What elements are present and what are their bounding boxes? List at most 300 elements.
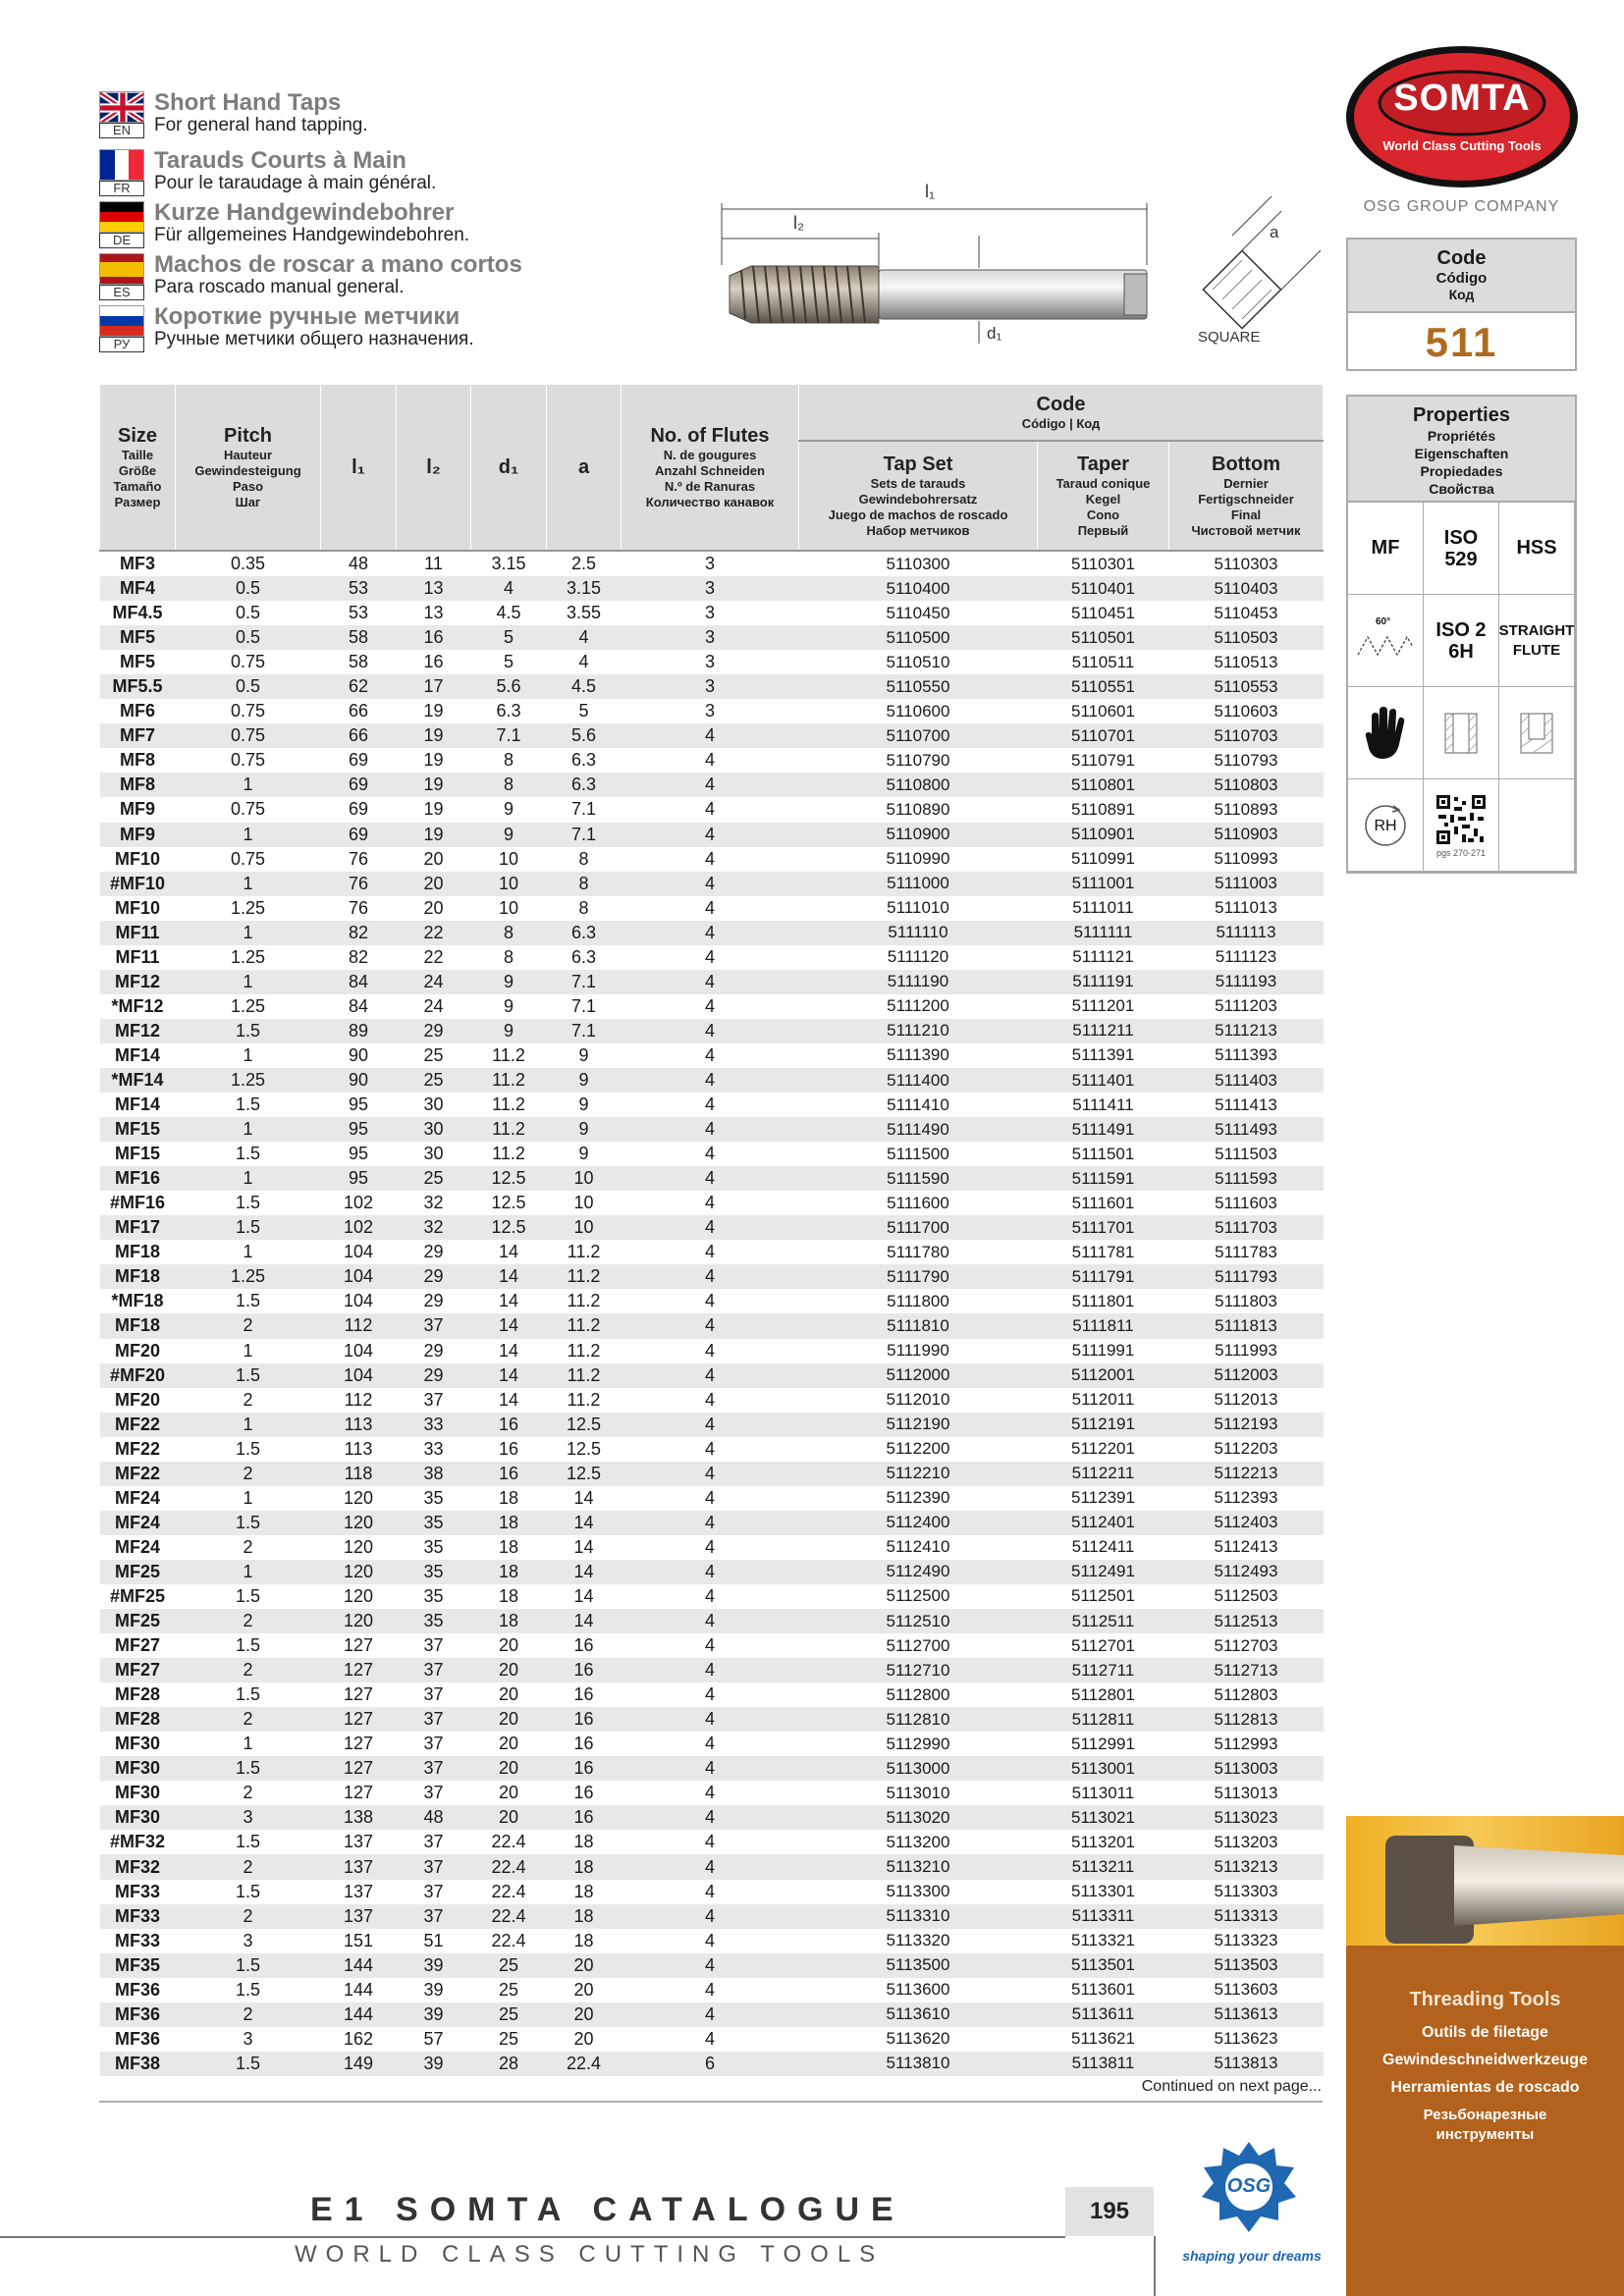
cell-d1: 9 bbox=[503, 799, 514, 820]
col-size-title: Size bbox=[117, 424, 158, 447]
cell-flutes: 4 bbox=[622, 970, 799, 994]
cell-tapset-code: 5110800 bbox=[799, 773, 1038, 797]
cell-l1: 104 bbox=[321, 1264, 397, 1289]
cell-l1: 120 bbox=[321, 1560, 397, 1584]
table-row bbox=[100, 1191, 1324, 1215]
cell-bottom-code: 5112493 bbox=[1169, 1560, 1324, 1584]
cell-pitch: 1 bbox=[176, 823, 321, 847]
table-row bbox=[100, 1880, 1324, 1904]
cell-bottom-code: 5111193 bbox=[1169, 970, 1324, 994]
cell-a: 8 bbox=[578, 848, 589, 869]
cell-flutes: 4 bbox=[622, 1658, 799, 1682]
cell-pitch: 1.5 bbox=[176, 1511, 321, 1535]
cell-bottom-code: 5110403 bbox=[1169, 576, 1324, 601]
rotation-label: RH bbox=[1374, 817, 1397, 834]
cell-a: 16 bbox=[547, 1756, 622, 1781]
category-line: Gewindeschneidwerkzeuge bbox=[1382, 2052, 1588, 2068]
cell-pitch: 1 bbox=[243, 1044, 253, 1065]
cell-flutes: 4 bbox=[622, 1953, 799, 1978]
osg-tagline: shaping your dreams bbox=[1182, 2248, 1322, 2264]
cell-l1: 137 bbox=[343, 1881, 374, 1901]
cell-bottom-code: 5110503 bbox=[1169, 625, 1324, 650]
cell-size: MF5 bbox=[100, 625, 176, 650]
cell-taper-code: 5111801 bbox=[1071, 1291, 1135, 1310]
cell-bottom-code: 5113613 bbox=[1169, 2002, 1324, 2027]
osg-logo bbox=[1200, 2138, 1298, 2236]
cell-tapset-code: 5112510 bbox=[799, 1609, 1038, 1633]
cell-d1: 10 bbox=[498, 848, 519, 869]
col-flutes-sub: N. de gougures bbox=[663, 447, 757, 462]
cell-taper-code: 5111791 bbox=[1038, 1264, 1169, 1289]
cell-tapset-code: 5113010 bbox=[886, 1783, 950, 1802]
cell-taper-code: 5113211 bbox=[1038, 1854, 1169, 1879]
cell-l1: 127 bbox=[321, 1658, 397, 1682]
cell-flutes: 4 bbox=[622, 1854, 799, 1879]
cell-tapset-code: 5111990 bbox=[887, 1341, 949, 1361]
properties-title: Properties bbox=[1413, 404, 1510, 426]
cell-l1: 151 bbox=[343, 1930, 374, 1950]
cell-l2: 35 bbox=[423, 1536, 444, 1557]
cell-bottom-code: 5110803 bbox=[1169, 773, 1324, 797]
cell-a: 2.5 bbox=[570, 554, 597, 574]
footer-rule bbox=[0, 2236, 1065, 2238]
cell-tapset-code: 5112010 bbox=[886, 1390, 950, 1410]
cell-l2: 22 bbox=[423, 946, 444, 967]
cell-taper-code: 5112201 bbox=[1071, 1439, 1135, 1459]
cell-tapset-code: 5110300 bbox=[886, 554, 950, 573]
catalogue-subtitle: WORLD CLASS CUTTING TOOLS bbox=[295, 2241, 885, 2268]
col-flutes bbox=[622, 385, 799, 552]
cell-size: MF20 bbox=[114, 1340, 160, 1361]
cell-bottom-code: 5113323 bbox=[1214, 1931, 1278, 1950]
cell-size: MF24 bbox=[100, 1511, 176, 1535]
cell-l1: 95 bbox=[321, 1166, 397, 1191]
cell-d1: 22.4 bbox=[471, 1904, 547, 1929]
cell-pitch: 1 bbox=[176, 1560, 321, 1584]
cell-pitch: 1 bbox=[176, 773, 321, 797]
col-l1 bbox=[321, 385, 397, 552]
cell-taper-code: 5112011 bbox=[1071, 1390, 1135, 1410]
cell-tapset-code: 5112190 bbox=[799, 1413, 1038, 1437]
cell-pitch: 1.25 bbox=[230, 897, 266, 918]
cell-d1: 11.2 bbox=[471, 1068, 547, 1093]
cell-flutes: 4 bbox=[622, 1363, 799, 1388]
table-row bbox=[100, 1437, 1324, 1462]
cell-d1: 8 bbox=[471, 921, 547, 945]
cell-a: 12.5 bbox=[547, 1413, 622, 1437]
col-size-sub: Taille bbox=[121, 447, 154, 462]
cell-l1: 127 bbox=[343, 1734, 374, 1754]
cell-a: 3.55 bbox=[566, 603, 602, 623]
cell-flutes: 3 bbox=[704, 554, 715, 574]
cell-size: MF33 bbox=[114, 1930, 160, 1950]
cell-flutes: 4 bbox=[622, 1264, 799, 1289]
cell-a: 16 bbox=[547, 1805, 622, 1830]
cell-l1: 120 bbox=[343, 1487, 374, 1508]
cell-a: 7.1 bbox=[547, 1019, 622, 1043]
table-row bbox=[100, 773, 1324, 797]
table-row bbox=[100, 551, 1324, 576]
table-row bbox=[100, 748, 1324, 773]
cell-taper-code: 5110901 bbox=[1038, 823, 1169, 847]
cell-l1: 120 bbox=[343, 1585, 374, 1606]
cell-taper-code: 5111401 bbox=[1038, 1068, 1169, 1093]
cell-taper-code: 5111811 bbox=[1038, 1313, 1169, 1338]
cell-l1: 76 bbox=[348, 848, 369, 869]
thread-type: MF bbox=[1348, 503, 1424, 595]
cell-pitch: 1.25 bbox=[176, 1264, 321, 1289]
cell-l1: 69 bbox=[321, 823, 397, 847]
cell-l2: 39 bbox=[397, 2002, 471, 2027]
cell-a: 5.6 bbox=[547, 723, 622, 748]
table-row bbox=[100, 945, 1324, 970]
cell-a: 4 bbox=[547, 625, 622, 650]
cell-a: 11.2 bbox=[547, 1313, 622, 1338]
cell-taper-code: 5113301 bbox=[1071, 1882, 1135, 1901]
cell-d1: 22.4 bbox=[491, 1930, 526, 1950]
cell-a: 7.1 bbox=[570, 995, 597, 1016]
cell-flutes: 4 bbox=[622, 1019, 799, 1043]
table-row bbox=[100, 1142, 1324, 1166]
cell-taper-code: 5111111 bbox=[1038, 921, 1169, 945]
cell-l2: 19 bbox=[397, 723, 471, 748]
cell-bottom-code: 5111403 bbox=[1169, 1068, 1324, 1093]
table-row bbox=[100, 872, 1324, 896]
table-row bbox=[100, 625, 1324, 650]
cell-pitch: 0.5 bbox=[235, 603, 261, 623]
code-box-sub: Código bbox=[1435, 270, 1488, 287]
cell-flutes: 4 bbox=[622, 1511, 799, 1535]
cell-l1: 120 bbox=[343, 1536, 374, 1557]
cell-l2: 37 bbox=[397, 1756, 471, 1781]
cell-pitch: 1 bbox=[176, 1117, 321, 1142]
somta-logo bbox=[1345, 44, 1579, 189]
cell-a: 20 bbox=[573, 2028, 594, 2049]
table-row bbox=[100, 1215, 1324, 1240]
cell-bottom-code: 5110703 bbox=[1169, 723, 1324, 748]
cell-d1: 22.4 bbox=[491, 1832, 526, 1852]
cell-tapset-code: 5112200 bbox=[886, 1439, 950, 1459]
cell-taper-code: 5113601 bbox=[1071, 1980, 1135, 2000]
cell-bottom-code: 5111703 bbox=[1169, 1215, 1324, 1240]
cell-l1: 120 bbox=[321, 1609, 397, 1633]
cell-flutes: 3 bbox=[704, 701, 715, 721]
cell-bottom-code: 5111003 bbox=[1169, 872, 1324, 896]
cell-l1: 127 bbox=[321, 1756, 397, 1781]
cell-size: MF14 bbox=[114, 1044, 160, 1065]
cell-l1: 95 bbox=[348, 1095, 369, 1115]
col-tapset-title: Tap Set bbox=[883, 453, 953, 475]
cell-d1: 9 bbox=[503, 995, 514, 1016]
lang-title: Short Hand Taps bbox=[154, 89, 342, 116]
cell-taper-code: 5112411 bbox=[1071, 1537, 1135, 1557]
cell-a: 4 bbox=[578, 652, 589, 672]
col-a-title: a bbox=[577, 455, 590, 478]
table-row bbox=[100, 1756, 1324, 1781]
col-code-group bbox=[799, 385, 1324, 442]
col-a bbox=[547, 385, 622, 552]
cell-d1: 25 bbox=[498, 1979, 519, 2000]
cell-l1: 90 bbox=[348, 1044, 369, 1065]
cell-flutes: 4 bbox=[704, 799, 715, 820]
cell-bottom-code: 5110553 bbox=[1169, 674, 1324, 699]
cell-d1: 14 bbox=[498, 1389, 519, 1410]
cell-pitch: 1 bbox=[176, 1166, 321, 1191]
col-tapset-sub: Gewindebohrersatz bbox=[858, 491, 978, 507]
cell-l1: 66 bbox=[348, 701, 369, 721]
cell-tapset-code: 5111010 bbox=[887, 898, 949, 918]
cell-l2: 32 bbox=[423, 1193, 444, 1213]
col-tapset-sub: Juego de machos de roscado bbox=[828, 507, 1008, 522]
cell-flutes: 4 bbox=[622, 773, 799, 797]
cell-l2: 22 bbox=[397, 921, 471, 945]
cell-a: 10 bbox=[547, 1166, 622, 1191]
col-taper-sub: Kegel bbox=[1085, 491, 1121, 507]
cell-pitch: 2 bbox=[176, 1462, 321, 1486]
cell-l2: 35 bbox=[423, 1487, 444, 1508]
cell-size: MF36 bbox=[114, 2028, 160, 2049]
cell-tapset-code: 5110990 bbox=[886, 849, 950, 869]
cell-bottom-code: 5113313 bbox=[1169, 1904, 1324, 1929]
cell-flutes: 4 bbox=[704, 1144, 715, 1164]
cell-d1: 10 bbox=[471, 872, 547, 896]
cell-tapset-code: 5110510 bbox=[886, 652, 950, 671]
cell-l1: 137 bbox=[343, 1832, 374, 1852]
cell-flutes: 4 bbox=[704, 1291, 715, 1311]
cell-d1: 10 bbox=[498, 897, 519, 918]
cell-a: 6.3 bbox=[547, 773, 622, 797]
col-code-title: Code bbox=[1036, 393, 1086, 415]
cell-a: 4.5 bbox=[547, 674, 622, 699]
cell-pitch: 1 bbox=[243, 1734, 253, 1754]
cell-bottom-code: 5111783 bbox=[1215, 1242, 1277, 1261]
lang-de bbox=[99, 201, 728, 248]
table-row bbox=[100, 2052, 1324, 2076]
cell-l1: 137 bbox=[321, 1904, 397, 1929]
cell-pitch: 0.75 bbox=[176, 723, 321, 748]
cell-size: MF7 bbox=[100, 723, 176, 748]
cell-flutes: 3 bbox=[622, 625, 799, 650]
cell-d1: 9 bbox=[471, 970, 547, 994]
cell-flutes: 4 bbox=[622, 1805, 799, 1830]
cell-l2: 37 bbox=[423, 1881, 444, 1901]
cell-flutes: 4 bbox=[622, 1707, 799, 1732]
cell-flutes: 4 bbox=[622, 1462, 799, 1486]
qr-code[interactable] bbox=[1424, 779, 1499, 872]
cell-size: MF9 bbox=[100, 823, 176, 847]
lang-desc: Ручные метчики общего назначения. bbox=[154, 329, 474, 349]
cell-bottom-code: 5113213 bbox=[1169, 1854, 1324, 1879]
col-pitch-sub: Paso bbox=[232, 478, 264, 494]
cell-a: 12.5 bbox=[566, 1438, 602, 1459]
cell-tapset-code: 5111500 bbox=[887, 1144, 949, 1163]
cell-flutes: 4 bbox=[704, 1095, 715, 1115]
cell-size: MF10 bbox=[114, 848, 160, 869]
cell-bottom-code: 5111803 bbox=[1215, 1291, 1277, 1310]
cell-size: MF8 bbox=[100, 773, 176, 797]
cell-a: 9 bbox=[547, 1068, 622, 1093]
cell-bottom-code: 5112213 bbox=[1169, 1462, 1324, 1486]
cell-a: 7.1 bbox=[570, 799, 597, 820]
table-row bbox=[100, 1732, 1324, 1756]
cell-d1: 9 bbox=[471, 823, 547, 847]
lang-en bbox=[99, 91, 728, 138]
cell-l1: 102 bbox=[343, 1193, 374, 1213]
col-d1 bbox=[471, 385, 547, 552]
cell-tapset-code: 5113500 bbox=[799, 1953, 1038, 1978]
cell-d1: 6.3 bbox=[496, 701, 521, 721]
cell-l2: 39 bbox=[397, 1953, 471, 1978]
cell-taper-code: 5111601 bbox=[1071, 1193, 1135, 1212]
table-row bbox=[100, 1339, 1324, 1363]
col-bottom-sub: Fertigschneider bbox=[1198, 491, 1294, 507]
cell-l2: 33 bbox=[397, 1413, 471, 1437]
cell-tapset-code: 5112710 bbox=[799, 1658, 1038, 1682]
cell-l2: 37 bbox=[397, 1313, 471, 1338]
cell-taper-code: 5112391 bbox=[1071, 1488, 1135, 1508]
table-row bbox=[100, 1388, 1324, 1413]
cell-pitch: 2 bbox=[176, 1707, 321, 1732]
cell-tapset-code: 5112500 bbox=[886, 1586, 950, 1606]
cell-taper-code: 5112811 bbox=[1038, 1707, 1169, 1732]
category-line: Herramientas de roscado bbox=[1390, 2079, 1580, 2096]
lang-desc: Für allgemeines Handgewindebohren. bbox=[154, 225, 470, 245]
cell-bottom-code: 5111113 bbox=[1169, 921, 1324, 945]
cell-flutes: 4 bbox=[622, 1756, 799, 1781]
col-pitch bbox=[176, 385, 321, 552]
code-box-title: Code bbox=[1436, 247, 1487, 269]
table-row bbox=[100, 2027, 1324, 2052]
through-hole-icon bbox=[1424, 687, 1499, 779]
germany-flag-icon bbox=[99, 201, 144, 233]
lang-title: Короткие ручные метчики bbox=[154, 303, 460, 330]
cell-pitch: 1.5 bbox=[235, 1438, 261, 1459]
cell-l2: 20 bbox=[397, 872, 471, 896]
cell-l2: 25 bbox=[423, 1044, 444, 1065]
cell-pitch: 1 bbox=[243, 1242, 253, 1262]
col-size bbox=[100, 385, 176, 552]
cell-taper-code: 5112191 bbox=[1038, 1413, 1169, 1437]
cell-pitch: 0.5 bbox=[176, 625, 321, 650]
cell-l2: 48 bbox=[397, 1805, 471, 1830]
cell-size: MF18 bbox=[100, 1264, 176, 1289]
cell-flutes: 4 bbox=[622, 1609, 799, 1633]
cell-l2: 33 bbox=[423, 1438, 444, 1459]
cell-size: *MF18 bbox=[111, 1291, 164, 1311]
cell-bottom-code: 5112193 bbox=[1169, 1413, 1324, 1437]
table-row bbox=[100, 1166, 1324, 1191]
cell-pitch: 1.25 bbox=[230, 995, 266, 1016]
cell-l1: 95 bbox=[321, 1117, 397, 1142]
cell-l1: 144 bbox=[321, 1953, 397, 1978]
cell-a: 16 bbox=[547, 1707, 622, 1732]
cell-size: #MF32 bbox=[109, 1832, 166, 1852]
cell-tapset-code: 5110700 bbox=[799, 723, 1038, 748]
cell-taper-code: 5112991 bbox=[1071, 1734, 1135, 1753]
rotation-icon bbox=[1348, 779, 1424, 872]
cell-taper-code: 5113311 bbox=[1038, 1904, 1169, 1929]
cell-pitch: 2 bbox=[176, 1658, 321, 1682]
cell-l1: 82 bbox=[321, 921, 397, 945]
table-row bbox=[100, 797, 1324, 822]
cell-taper-code: 5111201 bbox=[1071, 996, 1135, 1016]
cell-tapset-code: 5112410 bbox=[886, 1537, 950, 1557]
lang-desc: For general hand tapping. bbox=[154, 115, 368, 135]
cell-size: MF18 bbox=[100, 1313, 176, 1338]
cell-size: #MF10 bbox=[100, 872, 176, 896]
cell-size: MF12 bbox=[100, 970, 176, 994]
cell-taper-code: 5113621 bbox=[1071, 2029, 1135, 2049]
cell-pitch: 0.75 bbox=[230, 750, 266, 771]
cell-tapset-code: 5112000 bbox=[799, 1363, 1038, 1388]
cell-pitch: 2 bbox=[176, 2002, 321, 2027]
table-row bbox=[100, 970, 1324, 994]
cell-a: 11.2 bbox=[547, 1264, 622, 1289]
cell-pitch: 3 bbox=[243, 2028, 253, 2049]
cell-size: MF6 bbox=[120, 701, 155, 721]
cell-size: MF16 bbox=[100, 1166, 176, 1191]
cell-bottom-code: 5111993 bbox=[1215, 1341, 1277, 1361]
table-row bbox=[100, 994, 1324, 1019]
cell-l2: 16 bbox=[397, 625, 471, 650]
cell-l2: 25 bbox=[397, 1068, 471, 1093]
cell-a: 16 bbox=[573, 1684, 594, 1705]
cell-flutes: 4 bbox=[622, 1413, 799, 1437]
cell-taper-code: 5110991 bbox=[1071, 849, 1135, 869]
hand-icon bbox=[1348, 687, 1424, 779]
cell-tapset-code: 5111410 bbox=[887, 1095, 949, 1114]
cell-flutes: 4 bbox=[622, 1215, 799, 1240]
cell-flutes: 4 bbox=[622, 1560, 799, 1584]
cell-l2: 37 bbox=[423, 1684, 444, 1705]
cell-size: MF4 bbox=[100, 576, 176, 601]
table-row bbox=[100, 1486, 1324, 1511]
cell-a: 3.15 bbox=[547, 576, 622, 601]
cell-a: 22.4 bbox=[547, 2052, 622, 2076]
col-bottom-sub: Чистовой метчик bbox=[1191, 522, 1301, 538]
cell-l1: 69 bbox=[348, 799, 369, 820]
col-taper-sub: Cono bbox=[1086, 507, 1120, 522]
cell-taper-code: 5111001 bbox=[1038, 872, 1169, 896]
dim-a-label: a bbox=[1270, 223, 1279, 241]
cell-pitch: 1.5 bbox=[235, 1585, 261, 1606]
cell-size: MF9 bbox=[120, 799, 155, 820]
cell-tapset-code: 5113810 bbox=[799, 2052, 1038, 2076]
cell-size: MF10 bbox=[114, 897, 160, 918]
cell-size: #MF25 bbox=[109, 1585, 166, 1606]
cell-tapset-code: 5110500 bbox=[799, 625, 1038, 650]
lang-code: РУ bbox=[99, 337, 144, 352]
cell-bottom-code: 5113203 bbox=[1214, 1832, 1278, 1851]
cell-flutes: 4 bbox=[704, 1438, 715, 1459]
cell-tapset-code: 5112700 bbox=[886, 1635, 950, 1655]
cell-pitch: 0.75 bbox=[230, 701, 266, 721]
cell-tapset-code: 5110890 bbox=[886, 799, 950, 819]
cell-tapset-code: 5113600 bbox=[886, 1980, 950, 2000]
cell-l2: 29 bbox=[423, 1242, 444, 1262]
col-code-sub: Código | Код bbox=[1021, 415, 1101, 431]
cell-d1: 16 bbox=[498, 1438, 519, 1459]
cell-l2: 37 bbox=[423, 1734, 444, 1754]
cell-l2: 37 bbox=[397, 1707, 471, 1732]
col-bottom-sub: Dernier bbox=[1223, 475, 1269, 491]
cell-bottom-code: 5113003 bbox=[1169, 1756, 1324, 1781]
cell-flutes: 3 bbox=[704, 652, 715, 672]
cell-size: MF5.5 bbox=[100, 674, 176, 699]
tap-diagram bbox=[712, 182, 1321, 358]
cell-l1: 113 bbox=[321, 1413, 397, 1437]
table-row bbox=[100, 1953, 1324, 1978]
